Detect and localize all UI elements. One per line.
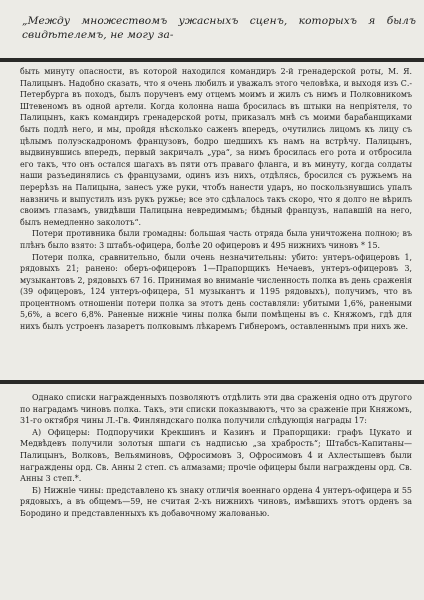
section-one-text [20, 66, 412, 333]
paragraph: Б) Нижніе чины: представлено къ знаку отличія военнаго ордена 4 унтеръ-офицера и 55 рядовыхъ, а въ общемъ—59, не считая 2-хъ нижнихъ чиновъ, имѣвшихъ этотъ орденъ за Бородино и представленныхъ къ добавочному жалованью. [20, 485, 412, 518]
paragraph: Однако списки награжденныхъ позволяютъ отдѣлить эти два сраженія одно отъ другого по наградамъ чиновъ полка. Такъ, эти списки показываютъ, что за сраженіе при Княжомъ, 31-го октября чины Л.-Гв. Финляндскаго полка получили слѣдующія награды 17: [20, 393, 412, 426]
paragraph: Потери полка, сравнительно, были очень незначительны: убито: унтеръ-офицеровъ 1, рядовыхъ 21; ранено: оберъ-офицеровъ 1—Прапорщикъ Нечаевъ, унтеръ-офицеровъ 3, музыкантовъ 2, рядовыхъ 67 16. Принимая во вниманіе численность полка въ день сраженія (39 офицеровъ, 124 унтеръ-офицера, 51 музыкантъ и 1195 рядовыхъ), получимъ, что въ процентномъ отношеніи потери полка за этотъ день составляли: убитыми 1,6%, ранеными 5,6%, а всего 6,8%. Раненые нижніе чины полка были помѣщены въ с. Княжомъ, гдѣ для нихъ былъ устроенъ лазаретъ полковымъ лѣкаремъ Гибнеромъ, оставленнымъ при нихъ же. [20, 252, 412, 332]
paragraph: Потери противника были громадны: большая часть отряда была уничтожена полною; въ плѣнъ было взято: 3 штабъ-офицера, болѣе 20 офицеровъ и 495 нижнихъ чиновъ * 15. [20, 229, 412, 250]
quote-line: „Между множествомъ ужасныхъ сценъ, которыхъ я былъ свидѣтелемъ, не могу за- [22, 15, 416, 41]
quote-strip [0, 0, 424, 58]
section-two-text [20, 392, 412, 520]
paragraph: А) Офицеры: Подпоручики Крекшинъ и Казинъ и Прапорщики: графъ Цукато и Медвѣдевъ получили золотыя шпаги съ надписью „за храбрость“; Штабсъ-Капитаны—Палицынъ, Волковъ, Вельяминовъ, Офросимовъ 3, Офросимовъ 4 и Ахлестышевъ были награждены орд. Св. Анны 2 степ. съ алмазами; прочіе офицеры были награждены орд. Св. Анны 3 степ.*. [20, 427, 412, 484]
paragraph: быть минуту опасности, въ которой находился командиръ 2-й гренадерской роты, М. Я. Палицынъ. Надобно сказать, что я очень любилъ и уважалъ этого человѣка, и выходя изъ С.-Петербурга въ походъ, былъ порученъ ему отцемъ моимъ и жилъ съ нимъ и Полковникомъ Штевеномъ въ одной артели. Когда колонна наша бросилась въ штыки на непріятеля, то Палицынъ, какъ командиръ гренадерской роты, приказалъ мнѣ съ моими барабанщиками быть подлѣ него, и мы, пройдя нѣсколько саженъ впередъ, очутились лицомъ къ лицу съ цѣлымъ полуэскадрономъ французовъ, бодро шедшихъ къ намъ на встрѣчу. Палицынъ, выдвинувшись впередъ, первый закричалъ „ура“, за нимъ бросилась его рота и отбросила его такъ, что онъ остался шагахъ въ пяти отъ праваго фланга, и въ минуту, когда солдаты наши разъединялись съ французами, одинъ изъ нихъ, отдѣлясь, бросился съ ружьемъ на перерѣзъ на Палицына, занесъ уже руки, чтобъ нанести ударъ, но поскользнувшись упалъ навзничь и выпустилъ изъ рукъ ружье; все это сдѣлалось такъ скоро, что я долго не вѣрилъ своимъ глазамъ, увидѣвши Палицына невредимымъ; бѣдный французъ, напавшій на него, былъ немедленно заколотъ“. [20, 67, 413, 227]
